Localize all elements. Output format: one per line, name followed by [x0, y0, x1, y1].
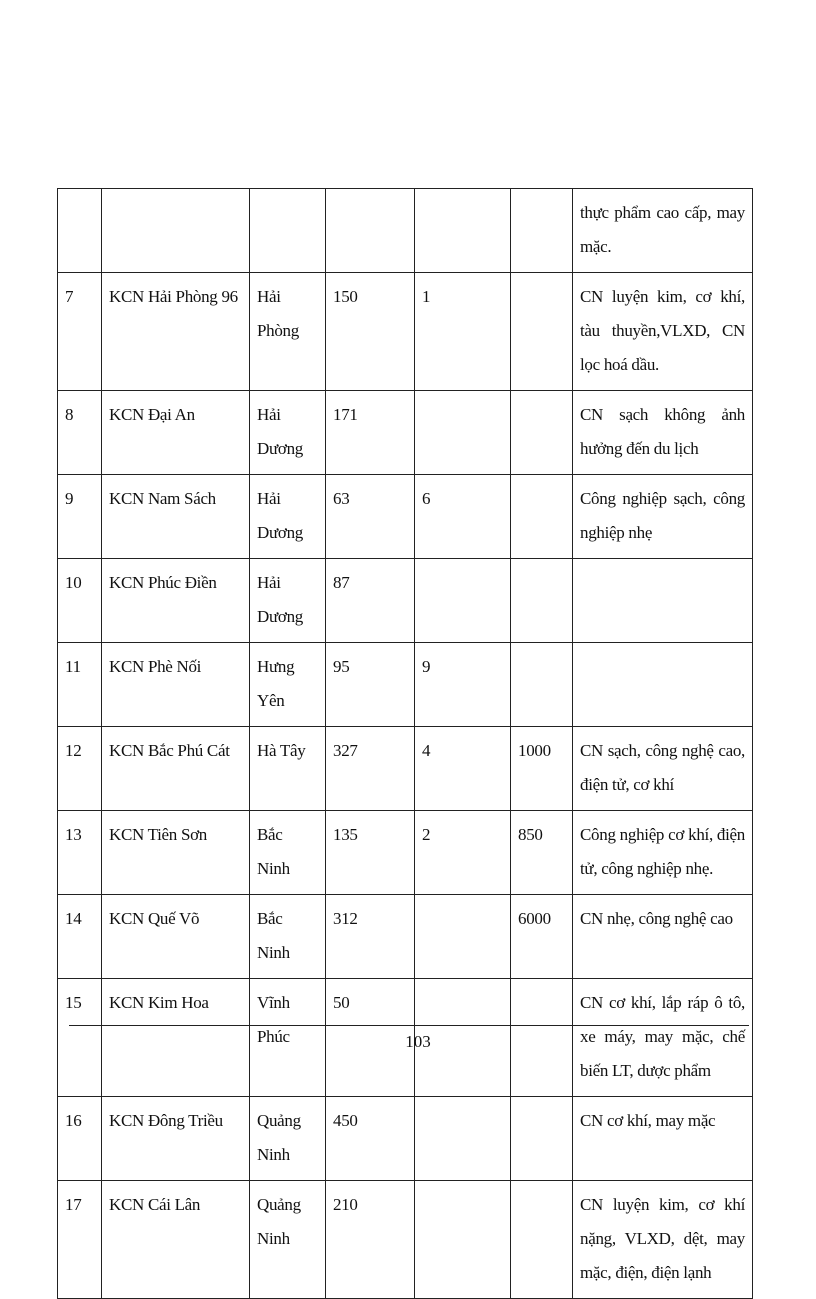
- table-row: [58, 273, 753, 391]
- cell-stt: 7: [58, 273, 102, 391]
- cell-zone-name: KCN Đại An: [102, 391, 250, 475]
- cell-col6: [511, 391, 573, 475]
- cell-col6: [511, 273, 573, 391]
- cell-location: Hải Phòng: [250, 273, 326, 391]
- cell-stt: 9: [58, 475, 102, 559]
- cell-stt: 10: [58, 559, 102, 643]
- cell-area: 87: [326, 559, 415, 643]
- cell-area: 450: [326, 1097, 415, 1181]
- cell-zone-name: KCN Cái Lân: [102, 1181, 250, 1299]
- cell-stt: 14: [58, 895, 102, 979]
- cell-col6: [511, 559, 573, 643]
- cell-location: Hưng Yên: [250, 643, 326, 727]
- cell-area: 50: [326, 979, 415, 1097]
- cell-col6: 850: [511, 811, 573, 895]
- cell-industries: CN cơ khí, may mặc: [573, 1097, 753, 1181]
- cell-stt: 12: [58, 727, 102, 811]
- cell-industries: [573, 643, 753, 727]
- table-row: [58, 559, 753, 643]
- cell-location: Hải Dương: [250, 475, 326, 559]
- cell-col6: 6000: [511, 895, 573, 979]
- cell-col5: 4: [415, 727, 511, 811]
- table-row: [58, 1181, 753, 1299]
- cell-col6: [511, 1097, 573, 1181]
- cell-zone-name: KCN Kim Hoa: [102, 979, 250, 1097]
- cell-stt: 11: [58, 643, 102, 727]
- table-row: [58, 189, 753, 273]
- cell-location: Bắc Ninh: [250, 895, 326, 979]
- cell-industries: CN nhẹ, công nghệ cao: [573, 895, 753, 979]
- cell-col6: [511, 189, 573, 273]
- cell-zone-name: KCN Hải Phòng 96: [102, 273, 250, 391]
- footer-divider: [69, 1025, 749, 1026]
- cell-col5: [415, 189, 511, 273]
- table-row: [58, 811, 753, 895]
- cell-area: 135: [326, 811, 415, 895]
- cell-zone-name: KCN Đông Triều: [102, 1097, 250, 1181]
- cell-zone-name: KCN Phè Nối: [102, 643, 250, 727]
- cell-col5: [415, 895, 511, 979]
- cell-col5: [415, 391, 511, 475]
- cell-col5: 9: [415, 643, 511, 727]
- cell-industries: CN sạch, công nghệ cao, điện tử, cơ khí: [573, 727, 753, 811]
- table-row: [58, 643, 753, 727]
- cell-industries: CN luyện kim, cơ khí nặng, VLXD, dệt, may mặc, điện, điện lạnh: [573, 1181, 753, 1299]
- cell-col6: [511, 643, 573, 727]
- cell-stt: 8: [58, 391, 102, 475]
- cell-col6: [511, 1181, 573, 1299]
- cell-location: Vĩnh Phúc: [250, 979, 326, 1097]
- cell-col5: 2: [415, 811, 511, 895]
- cell-location: Quảng Ninh: [250, 1181, 326, 1299]
- page-number: 103: [405, 1032, 431, 1051]
- cell-zone-name: KCN Bắc Phú Cát: [102, 727, 250, 811]
- cell-zone-name: KCN Phúc Điền: [102, 559, 250, 643]
- table-row: [58, 895, 753, 979]
- cell-location: Hà Tây: [250, 727, 326, 811]
- cell-stt: [58, 189, 102, 273]
- cell-location: Bắc Ninh: [250, 811, 326, 895]
- cell-industries: CN luyện kim, cơ khí, tàu thuyền,VLXD, CN lọc hoá dầu.: [573, 273, 753, 391]
- cell-industries: CN sạch không ảnh hưởng đến du lịch: [573, 391, 753, 475]
- cell-zone-name: KCN Nam Sách: [102, 475, 250, 559]
- cell-col5: [415, 559, 511, 643]
- cell-location: Quảng Ninh: [250, 1097, 326, 1181]
- cell-stt: 17: [58, 1181, 102, 1299]
- cell-area: 63: [326, 475, 415, 559]
- cell-col5: 1: [415, 273, 511, 391]
- cell-col5: [415, 1181, 511, 1299]
- cell-area: 312: [326, 895, 415, 979]
- cell-zone-name: KCN Tiên Sơn: [102, 811, 250, 895]
- cell-stt: 13: [58, 811, 102, 895]
- cell-zone-name: [102, 189, 250, 273]
- cell-location: Hải Dương: [250, 391, 326, 475]
- cell-industries: Công nghiệp sạch, công nghiệp nhẹ: [573, 475, 753, 559]
- cell-area: 150: [326, 273, 415, 391]
- cell-col6: 1000: [511, 727, 573, 811]
- cell-stt: 16: [58, 1097, 102, 1181]
- cell-col5: 6: [415, 475, 511, 559]
- cell-location: Hải Dương: [250, 559, 326, 643]
- cell-industries: [573, 559, 753, 643]
- cell-area: 327: [326, 727, 415, 811]
- cell-location: [250, 189, 326, 273]
- cell-col5: [415, 1097, 511, 1181]
- table-row: [58, 727, 753, 811]
- cell-industries: thực phẩm cao cấp, may mặc.: [573, 189, 753, 273]
- table-row: [58, 391, 753, 475]
- table-row: [58, 475, 753, 559]
- cell-col6: [511, 475, 573, 559]
- cell-industries: CN cơ khí, lắp ráp ô tô, xe máy, may mặc, chế biến LT, dược phẩm: [573, 979, 753, 1097]
- cell-industries: Công nghiệp cơ khí, điện tử, công nghiệp nhẹ.: [573, 811, 753, 895]
- cell-area: 210: [326, 1181, 415, 1299]
- cell-area: [326, 189, 415, 273]
- table-body: [58, 189, 753, 1299]
- cell-zone-name: KCN Quế Võ: [102, 895, 250, 979]
- industrial-zones-table: [57, 188, 753, 1299]
- cell-area: 171: [326, 391, 415, 475]
- table-row: [58, 1097, 753, 1181]
- cell-stt: 15: [58, 979, 102, 1097]
- cell-area: 95: [326, 643, 415, 727]
